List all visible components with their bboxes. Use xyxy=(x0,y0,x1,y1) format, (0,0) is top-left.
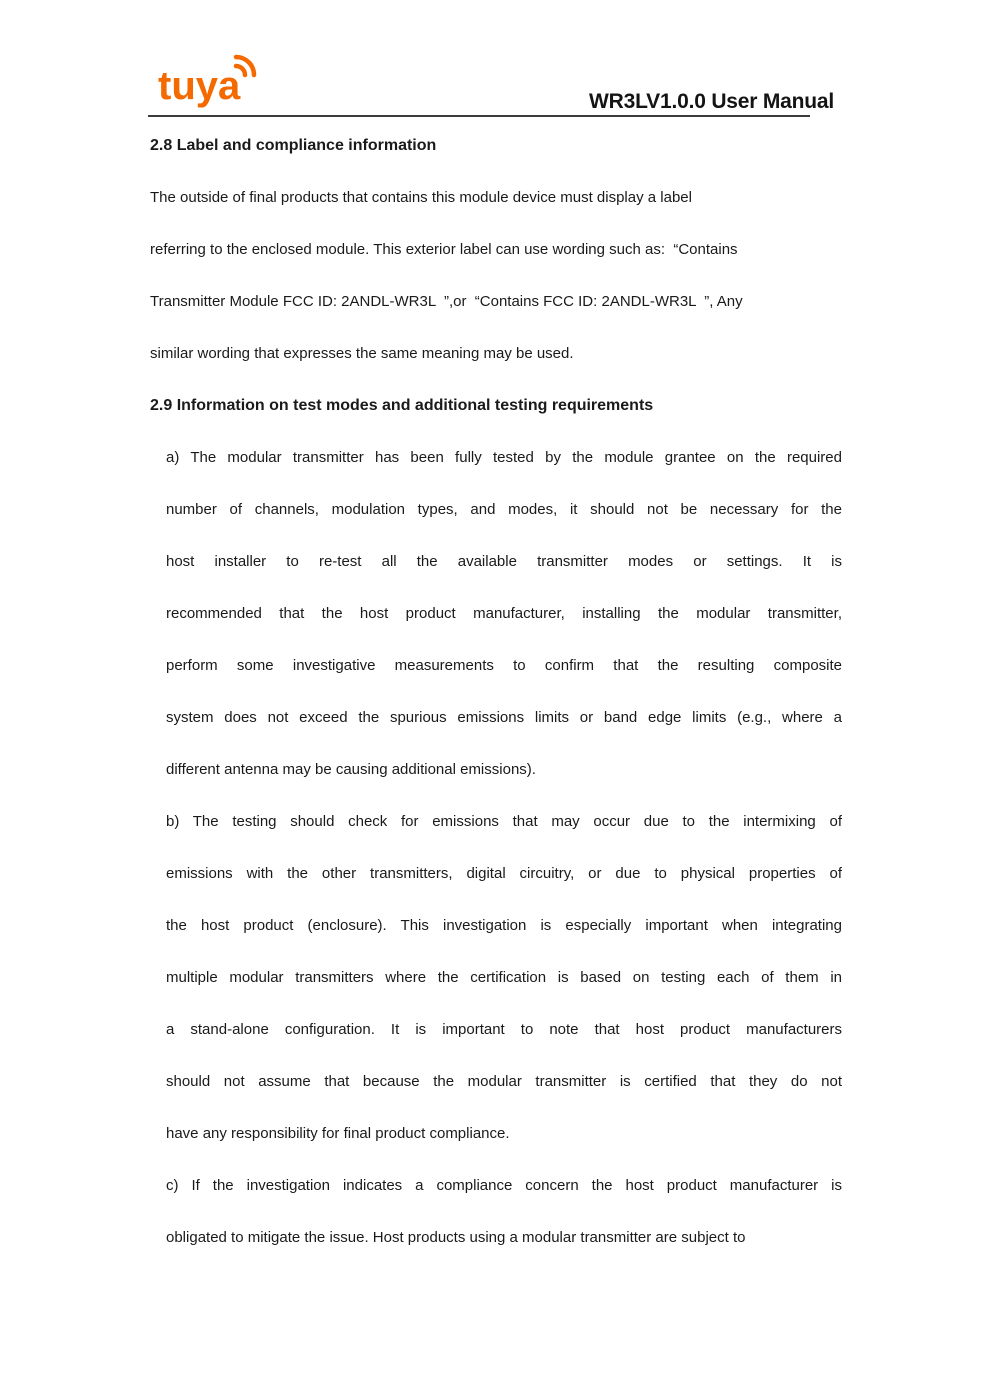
header-rule xyxy=(148,115,810,117)
paragraph-2-9-a xyxy=(150,432,842,796)
tuya-logo-text: tuya xyxy=(158,64,241,108)
tuya-logo xyxy=(158,58,240,114)
text-line: b) The testing should check for emissions that may occur due to the intermixing of xyxy=(166,813,842,830)
text-line: have any responsibility for final product compliance. xyxy=(166,1125,510,1142)
text-line: Transmitter Module FCC ID: 2ANDL-WR3L ”,or “Contains FCC ID: 2ANDL-WR3L ”, Any xyxy=(150,293,743,310)
paragraph-2-9-c xyxy=(150,1160,842,1264)
text-line: obligated to mitigate the issue. Host products using a modular transmitter are subject to xyxy=(166,1229,746,1246)
text-line: emissions with the other transmitters, digital circuitry, or due to physical properties of xyxy=(166,865,842,882)
section-heading-2-9: 2.9 Information on test modes and additional testing requirements xyxy=(150,397,654,414)
document-title: WR3LV1.0.0 User Manual xyxy=(589,90,834,113)
text-line: number of channels, modulation types, and modes, it should not be necessary for the xyxy=(166,501,842,518)
text-line: a stand-alone configuration. It is important to note that host product manufacturers xyxy=(166,1021,842,1038)
text-line: recommended that the host product manufacturer, installing the modular transmitter, xyxy=(166,605,842,622)
text-line: system does not exceed the spurious emissions limits or band edge limits (e.g., where a xyxy=(166,709,842,726)
text-line: different antenna may be causing additional emissions). xyxy=(166,761,536,778)
text-line: referring to the enclosed module. This exterior label can use wording such as: “Contains xyxy=(150,241,738,258)
wifi-arcs-icon xyxy=(232,50,260,78)
text-line: should not assume that because the modular transmitter is certified that they do not xyxy=(166,1073,842,1090)
paragraph-2-9-b xyxy=(150,796,842,1160)
paragraph-2-8 xyxy=(150,172,842,380)
document-body xyxy=(150,120,842,1264)
text-line: multiple modular transmitters where the certification is based on testing each of them in xyxy=(166,969,842,986)
text-line: similar wording that expresses the same meaning may be used. xyxy=(150,345,574,362)
page-header xyxy=(148,58,842,116)
text-line: perform some investigative measurements to confirm that the resulting composite xyxy=(166,657,842,674)
text-line: The outside of final products that contains this module device must display a label xyxy=(150,189,692,206)
text-line: c) If the investigation indicates a compliance concern the host product manufacturer is xyxy=(166,1177,842,1194)
text-line: the host product (enclosure). This investigation is especially important when integrating xyxy=(166,917,842,934)
text-line: a) The modular transmitter has been fully tested by the module grantee on the required xyxy=(166,449,842,466)
text-line: host installer to re-test all the available transmitter modes or settings. It is xyxy=(166,553,842,570)
section-heading-2-8: 2.8 Label and compliance information xyxy=(150,137,437,154)
